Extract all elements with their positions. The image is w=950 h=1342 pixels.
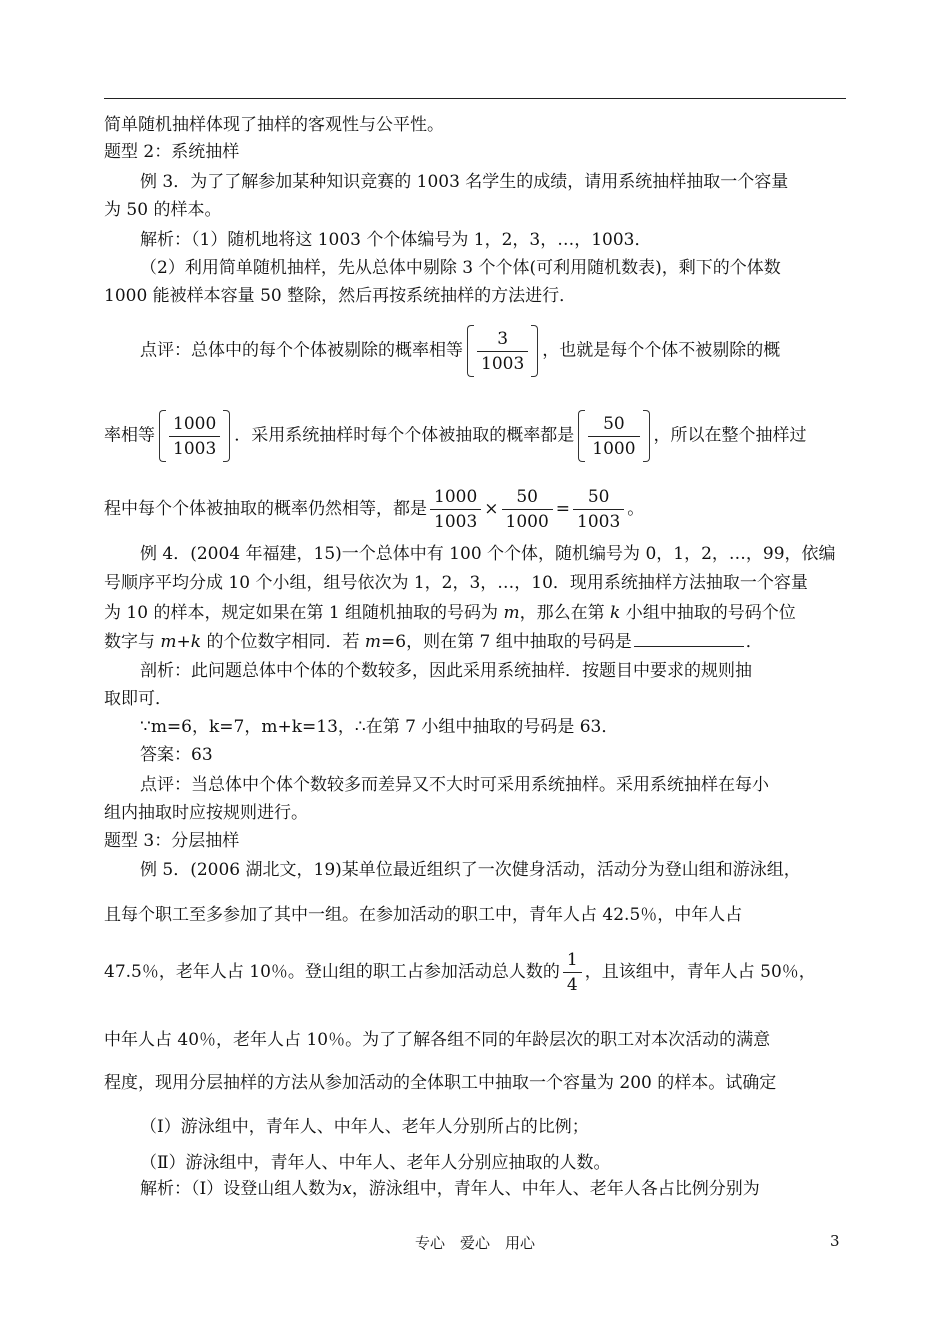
paragraph	[104, 630, 763, 653]
paragraph: 组内抽取时应按规则进行。	[104, 803, 308, 823]
formula-line	[104, 487, 644, 532]
formula-line	[104, 950, 816, 995]
paragraph: 简单随机抽样体现了抽样的客观性与公平性。	[104, 115, 444, 135]
numerator: 1000	[169, 414, 220, 437]
text-segment: ．	[745, 632, 763, 652]
fraction	[588, 414, 639, 459]
paragraph: 且每个职工至多参加了其中一组。在参加活动的职工中，青年人占 42.5％，中年人占	[104, 905, 743, 925]
text-segment: =6，则在第 7 组中抽取的号码是	[381, 632, 632, 652]
numerator: 50	[588, 414, 639, 437]
text-segment: 解析：（Ⅰ）设登山组人数为	[140, 1179, 343, 1199]
math-var: x	[342, 1179, 352, 1199]
denominator: 1003	[481, 353, 525, 374]
paragraph: （2）利用简单随机抽样，先从总体中剔除 3 个个体(可利用随机数表)，剩下的个体数	[140, 258, 781, 278]
denominator: 1003	[577, 512, 621, 532]
denominator: 1000	[592, 438, 636, 459]
denominator: 1000	[505, 512, 549, 532]
paragraph: 点评：当总体中个体个数较多而差异又不大时可采用系统抽样。采用系统抽样在每小	[140, 775, 769, 795]
paragraph: 例 3．为了了解参加某种知识竞赛的 1003 名学生的成绩，请用系统抽样抽取一个容量	[140, 172, 789, 192]
text-segment: ，也就是每个个体不被剔除的概	[542, 340, 781, 361]
math-var: m	[503, 603, 520, 623]
paragraph: 为 50 的样本。	[104, 200, 222, 220]
math-var: m	[364, 632, 382, 652]
text-segment: 47.5％，老年人占 10％。登山组的职工占参加活动总人数的	[104, 962, 560, 982]
equals-sign: =	[555, 499, 571, 519]
text-segment: 率相等	[104, 425, 155, 446]
text-segment: ，且该组中，青年人占 50％，	[584, 962, 816, 982]
text-segment: 点评：总体中的每个个体被剔除的概率相等	[140, 340, 463, 361]
list-item: （Ⅱ）游泳组中，青年人、中年人、老年人分别应抽取的人数。	[140, 1153, 611, 1173]
numerator: 50	[502, 487, 553, 510]
list-item: （Ⅰ）游泳组中，青年人、中年人、老年人分别所占的比例；	[140, 1117, 589, 1137]
fraction	[502, 487, 553, 532]
fraction	[573, 487, 624, 532]
math-var: k	[610, 603, 621, 623]
text-segment: ，那么在第	[519, 603, 610, 623]
text-segment: ，游泳组中，青年人、中年人、老年人各占比例分别为	[351, 1179, 760, 1199]
text-segment: ，所以在整个抽样过	[653, 425, 807, 446]
paragraph: 答案：63	[140, 745, 213, 765]
text-segment: 小组中抽取的号码个位	[620, 603, 796, 623]
formula-line	[140, 325, 780, 377]
fraction	[563, 950, 582, 995]
formula-line	[104, 410, 807, 462]
paragraph: 例 4．(2004 年福建，15)一个总体中有 100 个个体，随机编号为 0，1，2，…，99，依编	[140, 544, 836, 564]
paragraph: 剖析：此问题总体中个体的个数较多，因此采用系统抽样．按题目中要求的规则抽	[140, 661, 752, 681]
paragraph: 解析：（1）随机地将这 1003 个个体编号为 1，2，3，…，1003．	[140, 230, 652, 250]
numerator: 50	[573, 487, 624, 510]
paragraph: 例 5．(2006 湖北文，19)某单位最近组织了一次健身活动，活动分为登山组和游泳组，	[140, 860, 801, 880]
paragraph: 1000 能被样本容量 50 整除，然后再按系统抽样的方法进行．	[104, 286, 577, 306]
paragraph: 中年人占 40％，老年人占 10％。为了了解各组不同的年龄层次的职工对本次活动的满意	[104, 1030, 771, 1050]
header-rule	[104, 98, 846, 99]
text-segment: 数字与	[104, 632, 161, 652]
fraction	[477, 329, 528, 374]
fraction	[430, 487, 481, 532]
fraction	[169, 414, 220, 459]
page-number: 3	[830, 1232, 840, 1250]
denominator: 1003	[434, 512, 478, 532]
math-var: m+k	[160, 632, 202, 652]
paragraph: 程度，现用分层抽样的方法从参加活动的全体职工中抽取一个容量为 200 的样本。试确定	[104, 1073, 777, 1093]
numerator: 3	[477, 329, 528, 352]
paragraph: ∵m=6，k=7，m+k=13，∴在第 7 小组中抽取的号码是 63．	[140, 717, 619, 737]
section-heading: 题型 2：系统抽样	[104, 142, 240, 162]
paragraph	[140, 1178, 760, 1200]
page-footer: 专心 爱心 用心	[414, 1234, 535, 1252]
text-segment: 程中每个个体被抽取的概率仍然相等，都是	[104, 499, 427, 519]
paragraph	[104, 602, 796, 624]
text-segment: 。	[627, 499, 645, 519]
text-segment: 的个位数字相同．若	[201, 632, 365, 652]
denominator: 1003	[173, 438, 217, 459]
numerator: 1	[563, 950, 582, 973]
parenthesized-fraction	[578, 410, 649, 462]
numerator: 1000	[430, 487, 481, 510]
paragraph: 号顺序平均分成 10 个小组，组号依次为 1，2，3，…，10．现用系统抽样方法抽取一个容量	[104, 573, 808, 593]
paragraph: 取即可．	[104, 689, 172, 709]
denominator: 4	[566, 975, 578, 995]
section-heading: 题型 3：分层抽样	[104, 831, 240, 851]
parenthesized-fraction	[467, 325, 538, 377]
answer-blank	[634, 630, 744, 647]
parenthesized-fraction	[159, 410, 230, 462]
text-segment: 为 10 的样本，规定如果在第 1 组随机抽取的号码为	[104, 603, 504, 623]
text-segment: ．采用系统抽样时每个个体被抽取的概率都是	[234, 425, 575, 446]
times-sign: ×	[484, 499, 499, 519]
